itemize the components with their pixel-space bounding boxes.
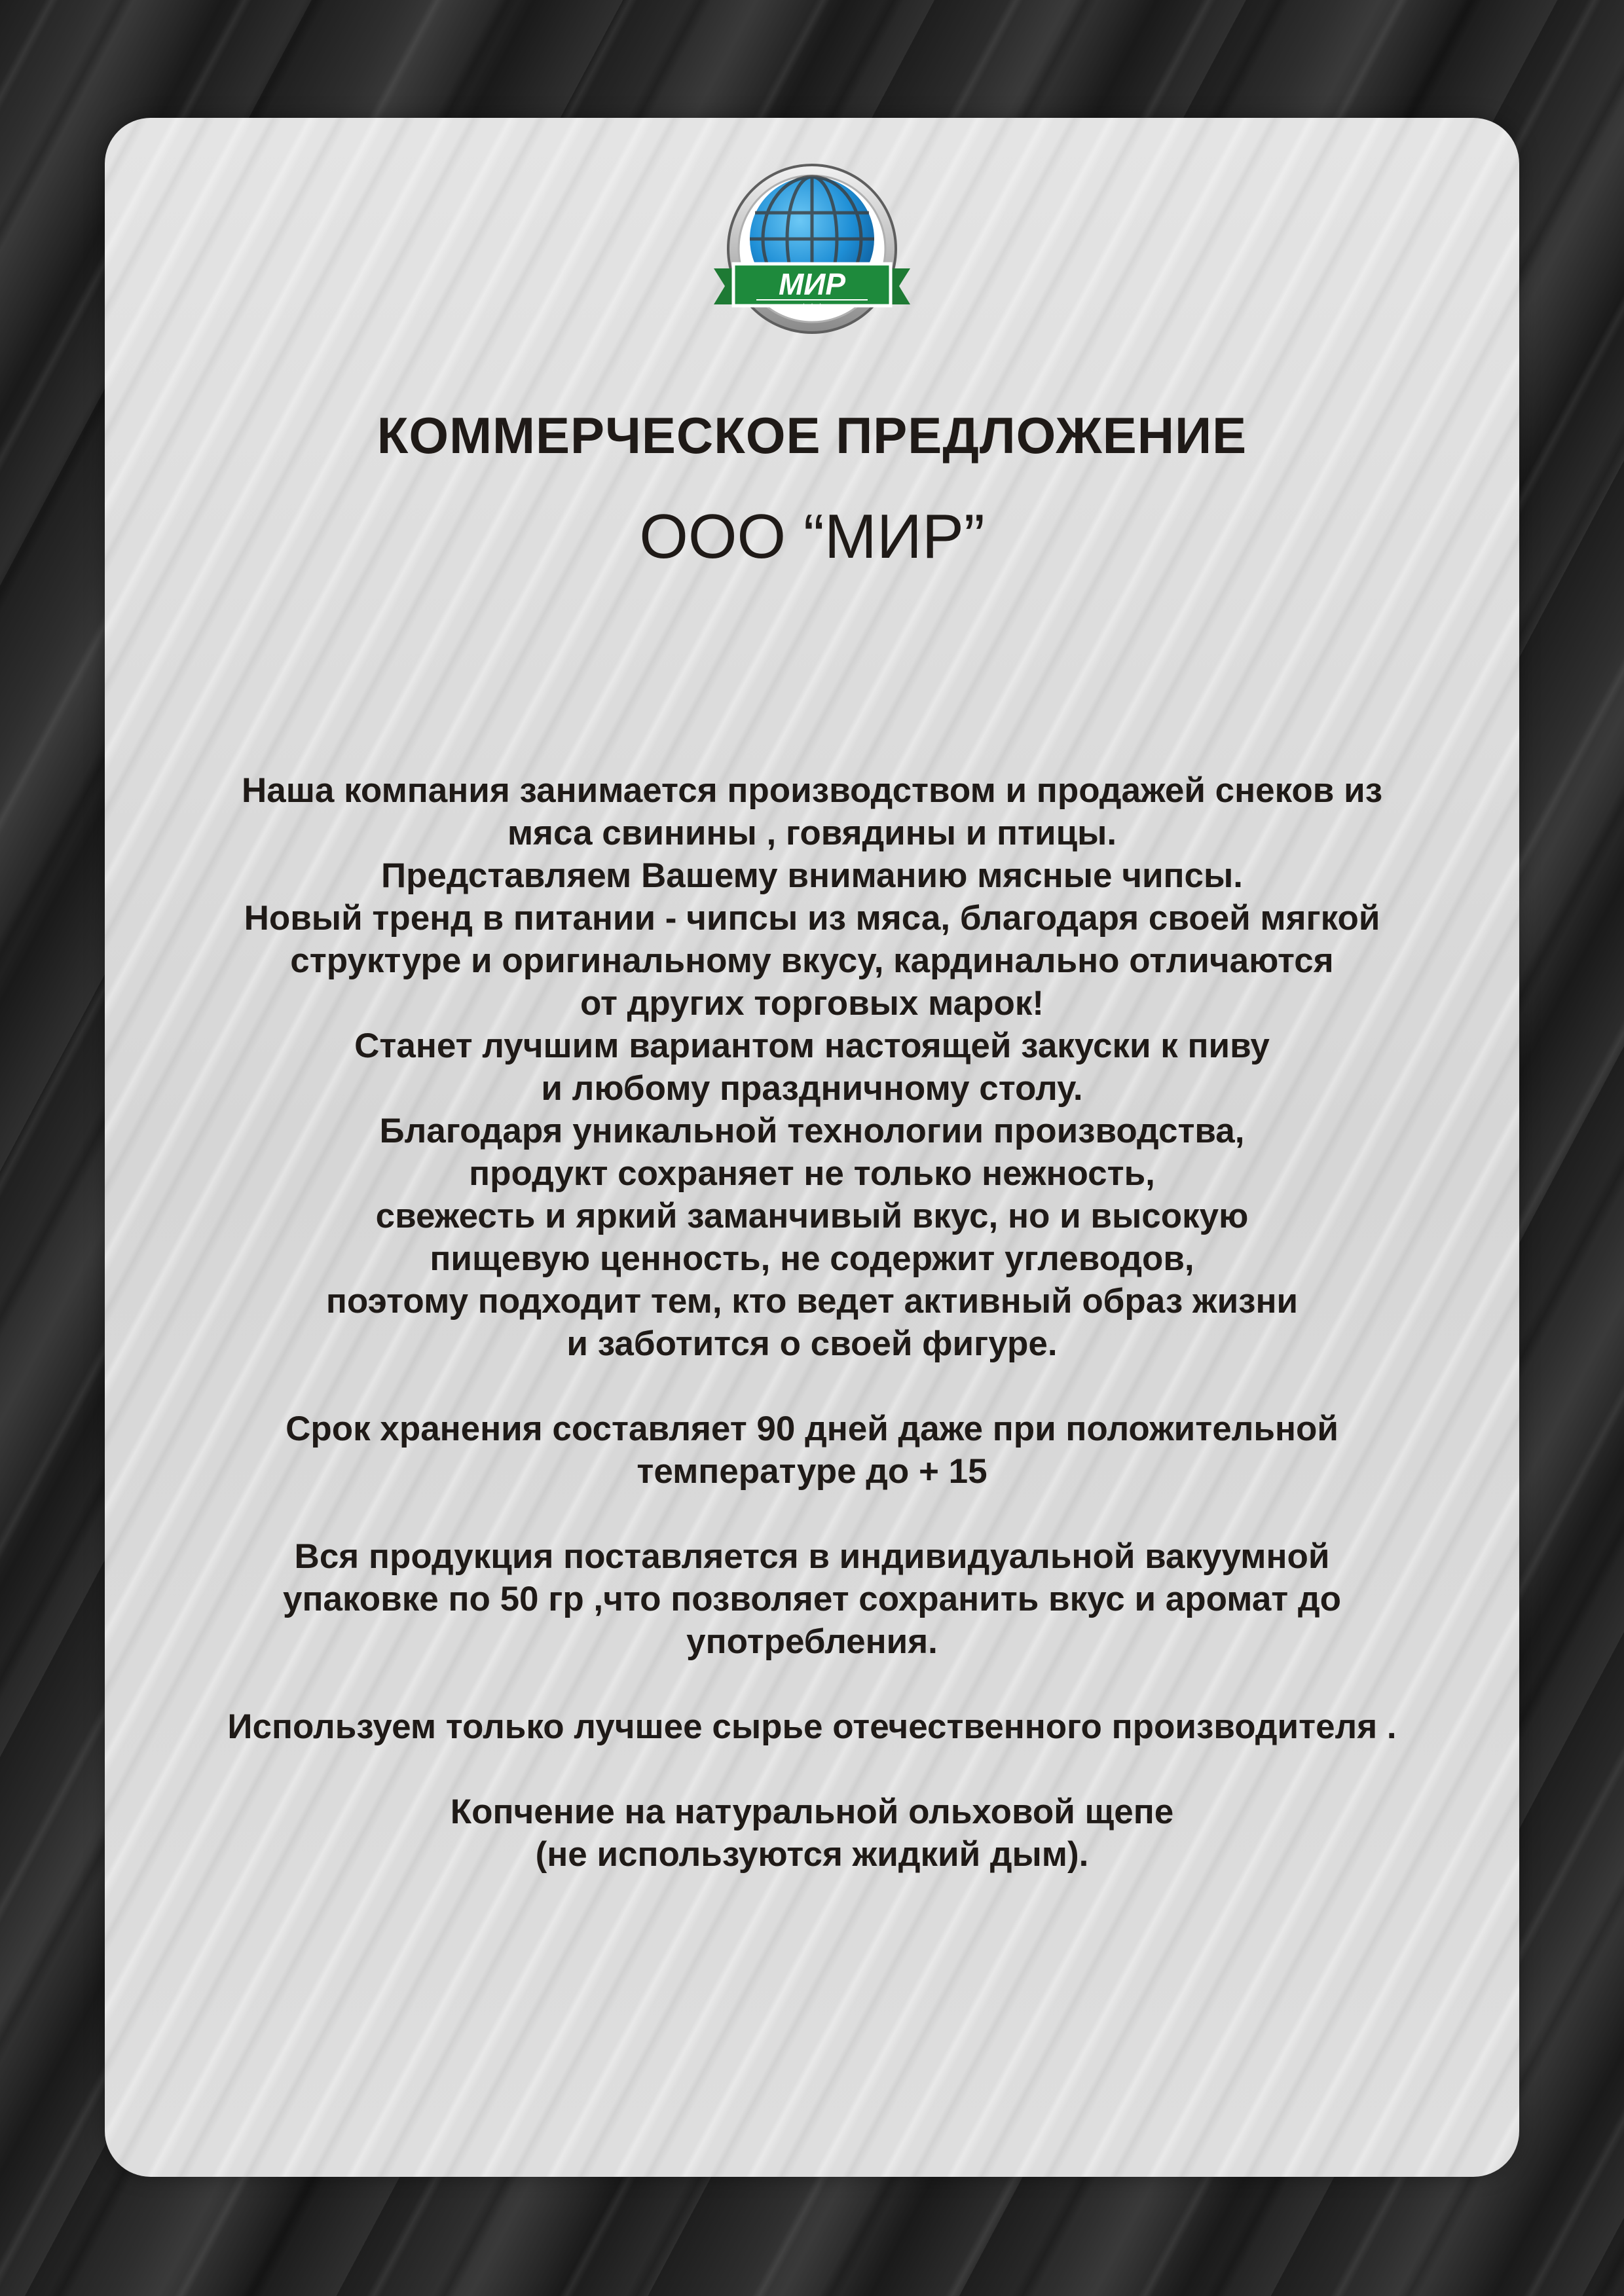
intro-line: поэтому подходит тем, кто ведет активный образ жизни xyxy=(325,1282,1299,1321)
company-logo xyxy=(710,160,913,357)
intro-line: свежесть и яркий заманчивый вкус, но и высокую xyxy=(375,1197,1249,1235)
smoking-line: (не используются жидкий дым). xyxy=(535,1835,1089,1874)
intro-line: от других торговых марок! xyxy=(580,984,1044,1023)
intro-line: и любому праздничному столу. xyxy=(541,1069,1083,1108)
offer-body xyxy=(131,769,1493,1876)
company-name: ООО “МИР” xyxy=(639,501,985,572)
smoking-line: Копчение на натуральной ольховой щепе xyxy=(450,1793,1174,1831)
intro-line: Новый тренд в питании - чипсы из мяса, благодаря своей мягкой xyxy=(244,899,1380,938)
packaging-line: Вся продукция поставляется в индивидуальной вакуумной xyxy=(294,1537,1330,1576)
logo-text: МИР xyxy=(778,267,846,301)
packaging-line: употребления. xyxy=(686,1622,938,1661)
intro-line: мяса свинины , говядины и птицы. xyxy=(507,814,1117,852)
storage-line: температуре до + 15 xyxy=(637,1452,987,1491)
logo-stars: ★★★ xyxy=(800,302,824,312)
intro-line: продукт сохраняет не только нежность, xyxy=(469,1154,1155,1193)
page-title: КОММЕРЧЕСКОЕ ПРЕДЛОЖЕНИЕ xyxy=(377,407,1247,464)
intro-line: Благодаря уникальной технологии производства, xyxy=(379,1112,1245,1150)
intro-line: пищевую ценность, не содержит углеводов, xyxy=(430,1239,1194,1278)
intro-line: Наша компания занимается производством и продажей снеков из xyxy=(241,771,1383,810)
intro-line: структуре и оригинальному вкусу, кардинально отличаются xyxy=(290,941,1334,980)
storage-line: Срок хранения составляет 90 дней даже при положительной xyxy=(286,1410,1338,1448)
packaging-line: упаковке по 50 гр ,что позволяет сохранить вкус и аромат до xyxy=(282,1580,1341,1618)
intro-line: Представляем Вашему вниманию мясные чипсы. xyxy=(380,856,1244,895)
intro-line: и заботится о своей фигуре. xyxy=(566,1324,1058,1363)
raw-material-line: Используем только лучшее сырье отечественного производителя . xyxy=(227,1707,1397,1746)
intro-line: Станет лучшим вариантом настоящей закуски к пиву xyxy=(354,1027,1270,1065)
logo-ribbon xyxy=(714,264,910,312)
